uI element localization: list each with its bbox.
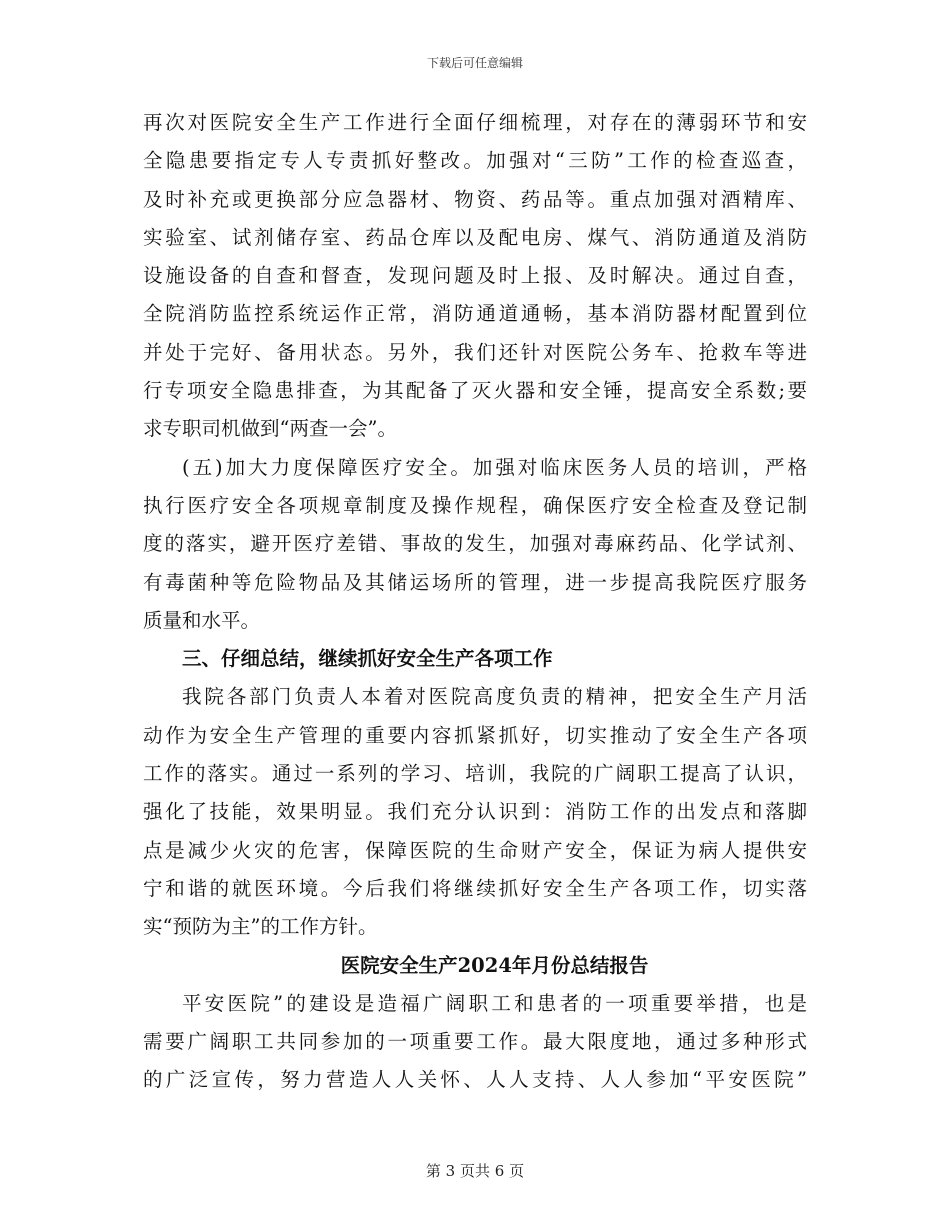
paragraph-line: 实验室、试剂储存室、药品仓库以及配电房、煤气、消防通道及消防 <box>143 225 807 249</box>
paragraph-line: 全隐患要指定专人专责抓好整改。加强对“三防”工作的检查巡查， <box>143 149 807 173</box>
paragraph-line: 求专职司机做到“两查一会”。 <box>143 417 397 441</box>
paragraph-line: 工作的落实。通过一系列的学习、培训，我院的广阔职工提高了认识， <box>143 762 807 786</box>
page-footer: 第 3 页共 6 页 <box>425 1162 525 1180</box>
report-title: 医院安全生产2024年月份总结报告 <box>340 953 649 977</box>
paragraph-line: 质量和水平。 <box>143 608 261 632</box>
paragraph-line: 动作为安全生产管理的重要内容抓紧抓好，切实推动了安全生产各项 <box>143 723 807 747</box>
paragraph-line: 需要广阔职工共同参加的一项重要工作。最大限度地，通过多种形式 <box>143 1030 807 1054</box>
paragraph-line: 宁和谐的就医环境。今后我们将继续抓好安全生产各项工作，切实落 <box>143 876 807 900</box>
document-body <box>143 104 807 1100</box>
paragraph-line: 我院各部门负责人本着对医院高度负责的精神，把安全生产月活 <box>182 685 807 709</box>
paragraph-line: 的广泛宣传，努力营造人人关怀、人人支持、人人参加“平安医院” <box>143 1068 807 1092</box>
paragraph-line: 执行医疗安全各项规章制度及操作规程，确保医疗安全检查及登记制 <box>143 493 807 517</box>
paragraph-line: 及时补充或更换部分应急器材、物资、药品等。重点加强对酒精库、 <box>143 187 807 211</box>
paragraph-line: 行专项安全隐患排查，为其配备了灭火器和安全锤，提高安全系数;要 <box>143 379 807 403</box>
paragraph-line: 强化了技能，效果明显。我们充分认识到：消防工作的出发点和落脚 <box>143 800 807 824</box>
paragraph-line: 点是减少火灾的危害，保障医院的生命财产安全，保证为病人提供安 <box>143 838 807 862</box>
paragraph-line: 再次对医院安全生产工作进行全面仔细梳理，对存在的薄弱环节和安 <box>143 111 807 134</box>
section-heading: 三、仔细总结，继续抓好安全生产各项工作 <box>182 647 553 671</box>
paragraph-line: 设施设备的自查和督查，发现问题及时上报、及时解决。通过自查， <box>143 264 807 288</box>
paragraph-line: (五)加大力度保障医疗安全。加强对临床医务人员的培训，严格 <box>182 455 807 479</box>
paragraph-line: 并处于完好、备用状态。另外，我们还针对医院公务车、抢救车等进 <box>143 340 807 364</box>
paragraph-line: 实“预防为主”的工作方针。 <box>143 915 378 939</box>
page-header: 下载后可任意编辑 <box>426 56 523 70</box>
paragraph-line: 平安医院”的建设是造福广阔职工和患者的一项重要举措，也是 <box>182 991 807 1015</box>
paragraph-line: 全院消防监控系统运作正常，消防通道通畅，基本消防器材配置到位 <box>143 302 807 326</box>
paragraph-line: 度的落实，避开医疗差错、事故的发生，加强对毒麻药品、化学试剂、 <box>143 532 807 556</box>
paragraph-line: 有毒菌种等危险物品及其储运场所的管理，进一步提高我院医疗服务 <box>143 570 807 594</box>
